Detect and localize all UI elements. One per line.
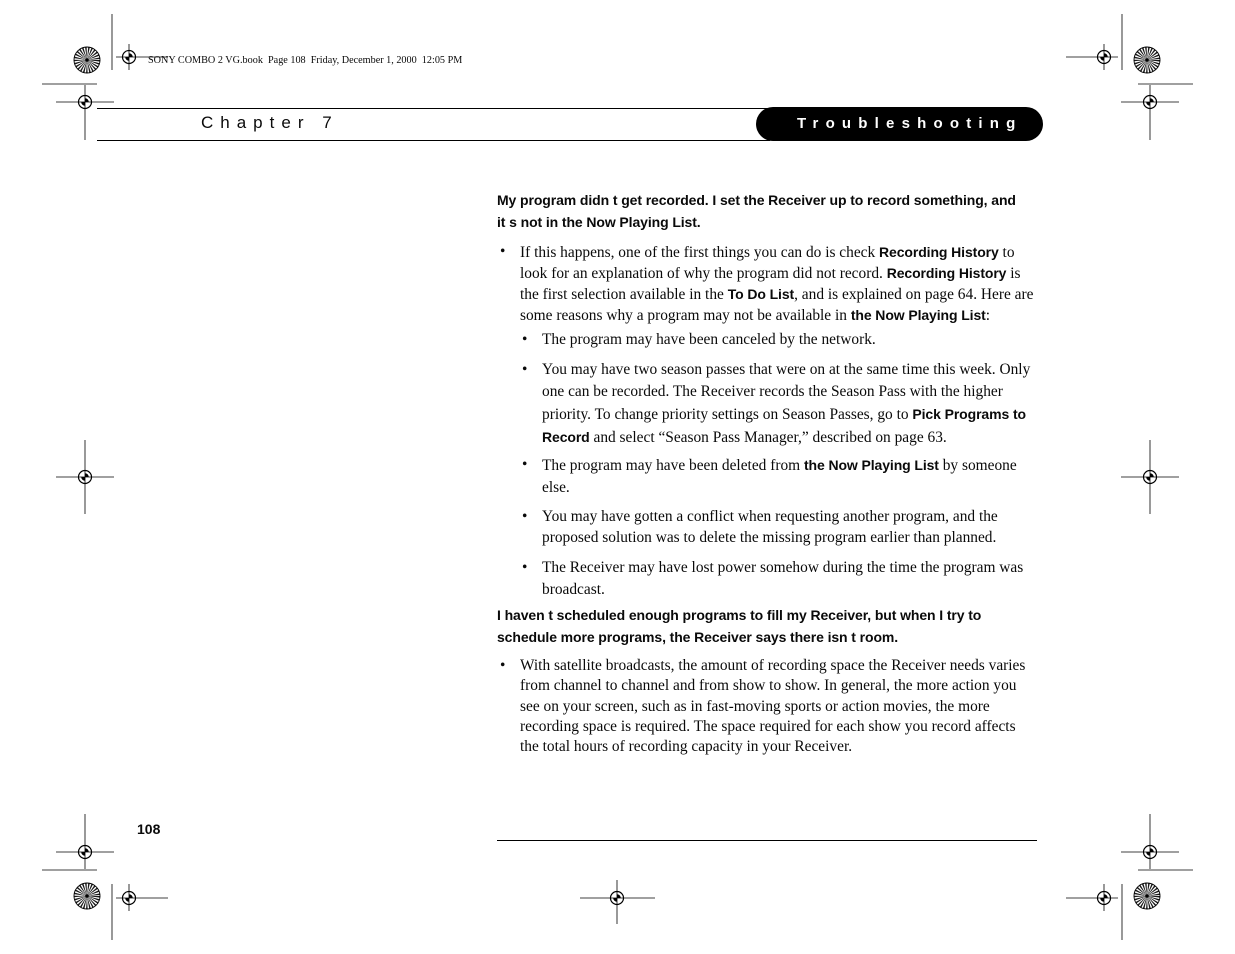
star-target-icon — [74, 47, 100, 73]
registration-target-icon — [79, 96, 92, 109]
registration-target-icon — [1098, 51, 1111, 64]
bullet-marker: • — [522, 559, 528, 576]
bullet-marker: • — [522, 508, 528, 525]
star-target-icon — [1134, 47, 1160, 73]
running-head: SONY COMBO 2 VG.book Page 108 Friday, December 1, 2000 12:05 PM — [148, 55, 463, 66]
menu-term: the Now Playing List — [850, 307, 986, 323]
heading-line: I haven t scheduled enough programs to fill my Receiver, but when I try to — [497, 607, 982, 623]
menu-term: Recording History — [879, 244, 999, 260]
heading-line: My program didn t get recorded. I set the Receiver up to record something, and — [497, 192, 1016, 208]
bullet-marker: • — [522, 456, 528, 473]
footer-rule — [497, 840, 1037, 841]
text-line: recording space is required. The space required for each show you record affects — [520, 717, 1016, 735]
text-line: You may have two season passes that were on at the same time this week. Only — [542, 361, 1031, 378]
star-target-icon — [74, 883, 100, 909]
bullet-marker: • — [500, 657, 506, 674]
menu-term: Record — [542, 429, 590, 445]
text-line: the total hours of recording capacity in your Receiver. — [520, 738, 853, 755]
menu-term: Pick Programs to — [912, 406, 1026, 422]
heading-line: schedule more programs, the Receiver says there isn t room. — [497, 629, 899, 645]
menu-term: To Do List — [727, 286, 795, 302]
registration-target-icon — [123, 892, 136, 905]
reason-item — [522, 329, 876, 351]
text-line: You may have gotten a conflict when requesting another program, and the — [542, 508, 998, 525]
text-run: some reasons why a program may not be available in — [520, 307, 851, 324]
text-line: one can be recorded. The Receiver records the Season Pass with the higher — [542, 383, 1003, 400]
text-line: The program may have been canceled by the network. — [542, 331, 876, 348]
heading-line: it s not in the Now Playing List. — [497, 214, 701, 230]
text-run: priority. To change priority settings on Season Passes, go to — [542, 406, 913, 423]
answer-bullet — [500, 242, 1034, 326]
menu-term: Recording History — [886, 265, 1007, 281]
text-line: proposed solution was to delete the missing program earlier than planned. — [542, 529, 997, 546]
text-run: look for an explanation of why the program did not record. — [520, 265, 887, 282]
menu-term: the Now Playing List — [803, 457, 939, 473]
answer-bullet — [500, 656, 1026, 757]
text-line: With satellite broadcasts, the amount of recording space the Receiver needs varies — [520, 657, 1026, 674]
text-run: by someone — [938, 457, 1017, 474]
question-heading — [497, 604, 981, 648]
header-rule-top — [97, 108, 770, 109]
text-line: see on your screen, such as in fast-moving sports or action movies, the more — [520, 697, 990, 715]
text-run: The program may have been deleted from — [542, 457, 804, 474]
registration-target-icon — [1144, 96, 1157, 109]
registration-target-icon — [79, 471, 92, 484]
text-line — [520, 284, 1033, 305]
question-heading — [497, 189, 1016, 233]
bullet-marker: • — [500, 243, 506, 260]
reason-item — [522, 557, 1024, 601]
text-run: If this happens, one of the first things you can do is check — [520, 244, 880, 261]
star-target-icon — [1134, 883, 1160, 909]
text-run: : — [985, 307, 990, 324]
registration-target-icon — [1144, 846, 1157, 859]
reason-item — [522, 454, 1017, 499]
text-run: is — [1006, 265, 1021, 282]
page-number: 108 — [137, 821, 161, 837]
text-line — [542, 426, 1030, 449]
text-line: from channel to channel and from show to show. In general, the more action you — [520, 677, 1017, 695]
header-rule-bottom — [97, 140, 770, 141]
text-line — [542, 403, 1030, 426]
text-run: to — [998, 244, 1015, 261]
reason-item — [522, 359, 1031, 449]
registration-target-icon — [1098, 892, 1111, 905]
registration-target-icon — [1144, 471, 1157, 484]
bullet-marker: • — [522, 331, 528, 348]
chapter-title-tab — [756, 107, 1043, 141]
reason-item — [522, 506, 998, 548]
text-line — [520, 263, 1033, 284]
text-run: , and is explained on page 64. Here are — [794, 286, 1034, 303]
chapter-label: Chapter 7 — [201, 113, 339, 132]
registration-target-icon — [79, 846, 92, 859]
text-line: else. — [542, 479, 570, 496]
text-run: and select “Season Pass Manager,” described on page 63. — [589, 429, 947, 446]
text-run: the first selection available in the — [520, 286, 728, 303]
registration-target-icon — [611, 892, 624, 905]
text-line — [520, 305, 1033, 326]
text-line — [520, 242, 1033, 263]
text-line — [542, 454, 1017, 477]
text-line: broadcast. — [542, 581, 605, 598]
registration-target-icon — [123, 51, 136, 64]
bullet-marker: • — [522, 361, 528, 378]
chapter-title: Troubleshooting — [797, 115, 1023, 132]
text-line: The Receiver may have lost power somehow during the time the program was — [542, 559, 1024, 576]
